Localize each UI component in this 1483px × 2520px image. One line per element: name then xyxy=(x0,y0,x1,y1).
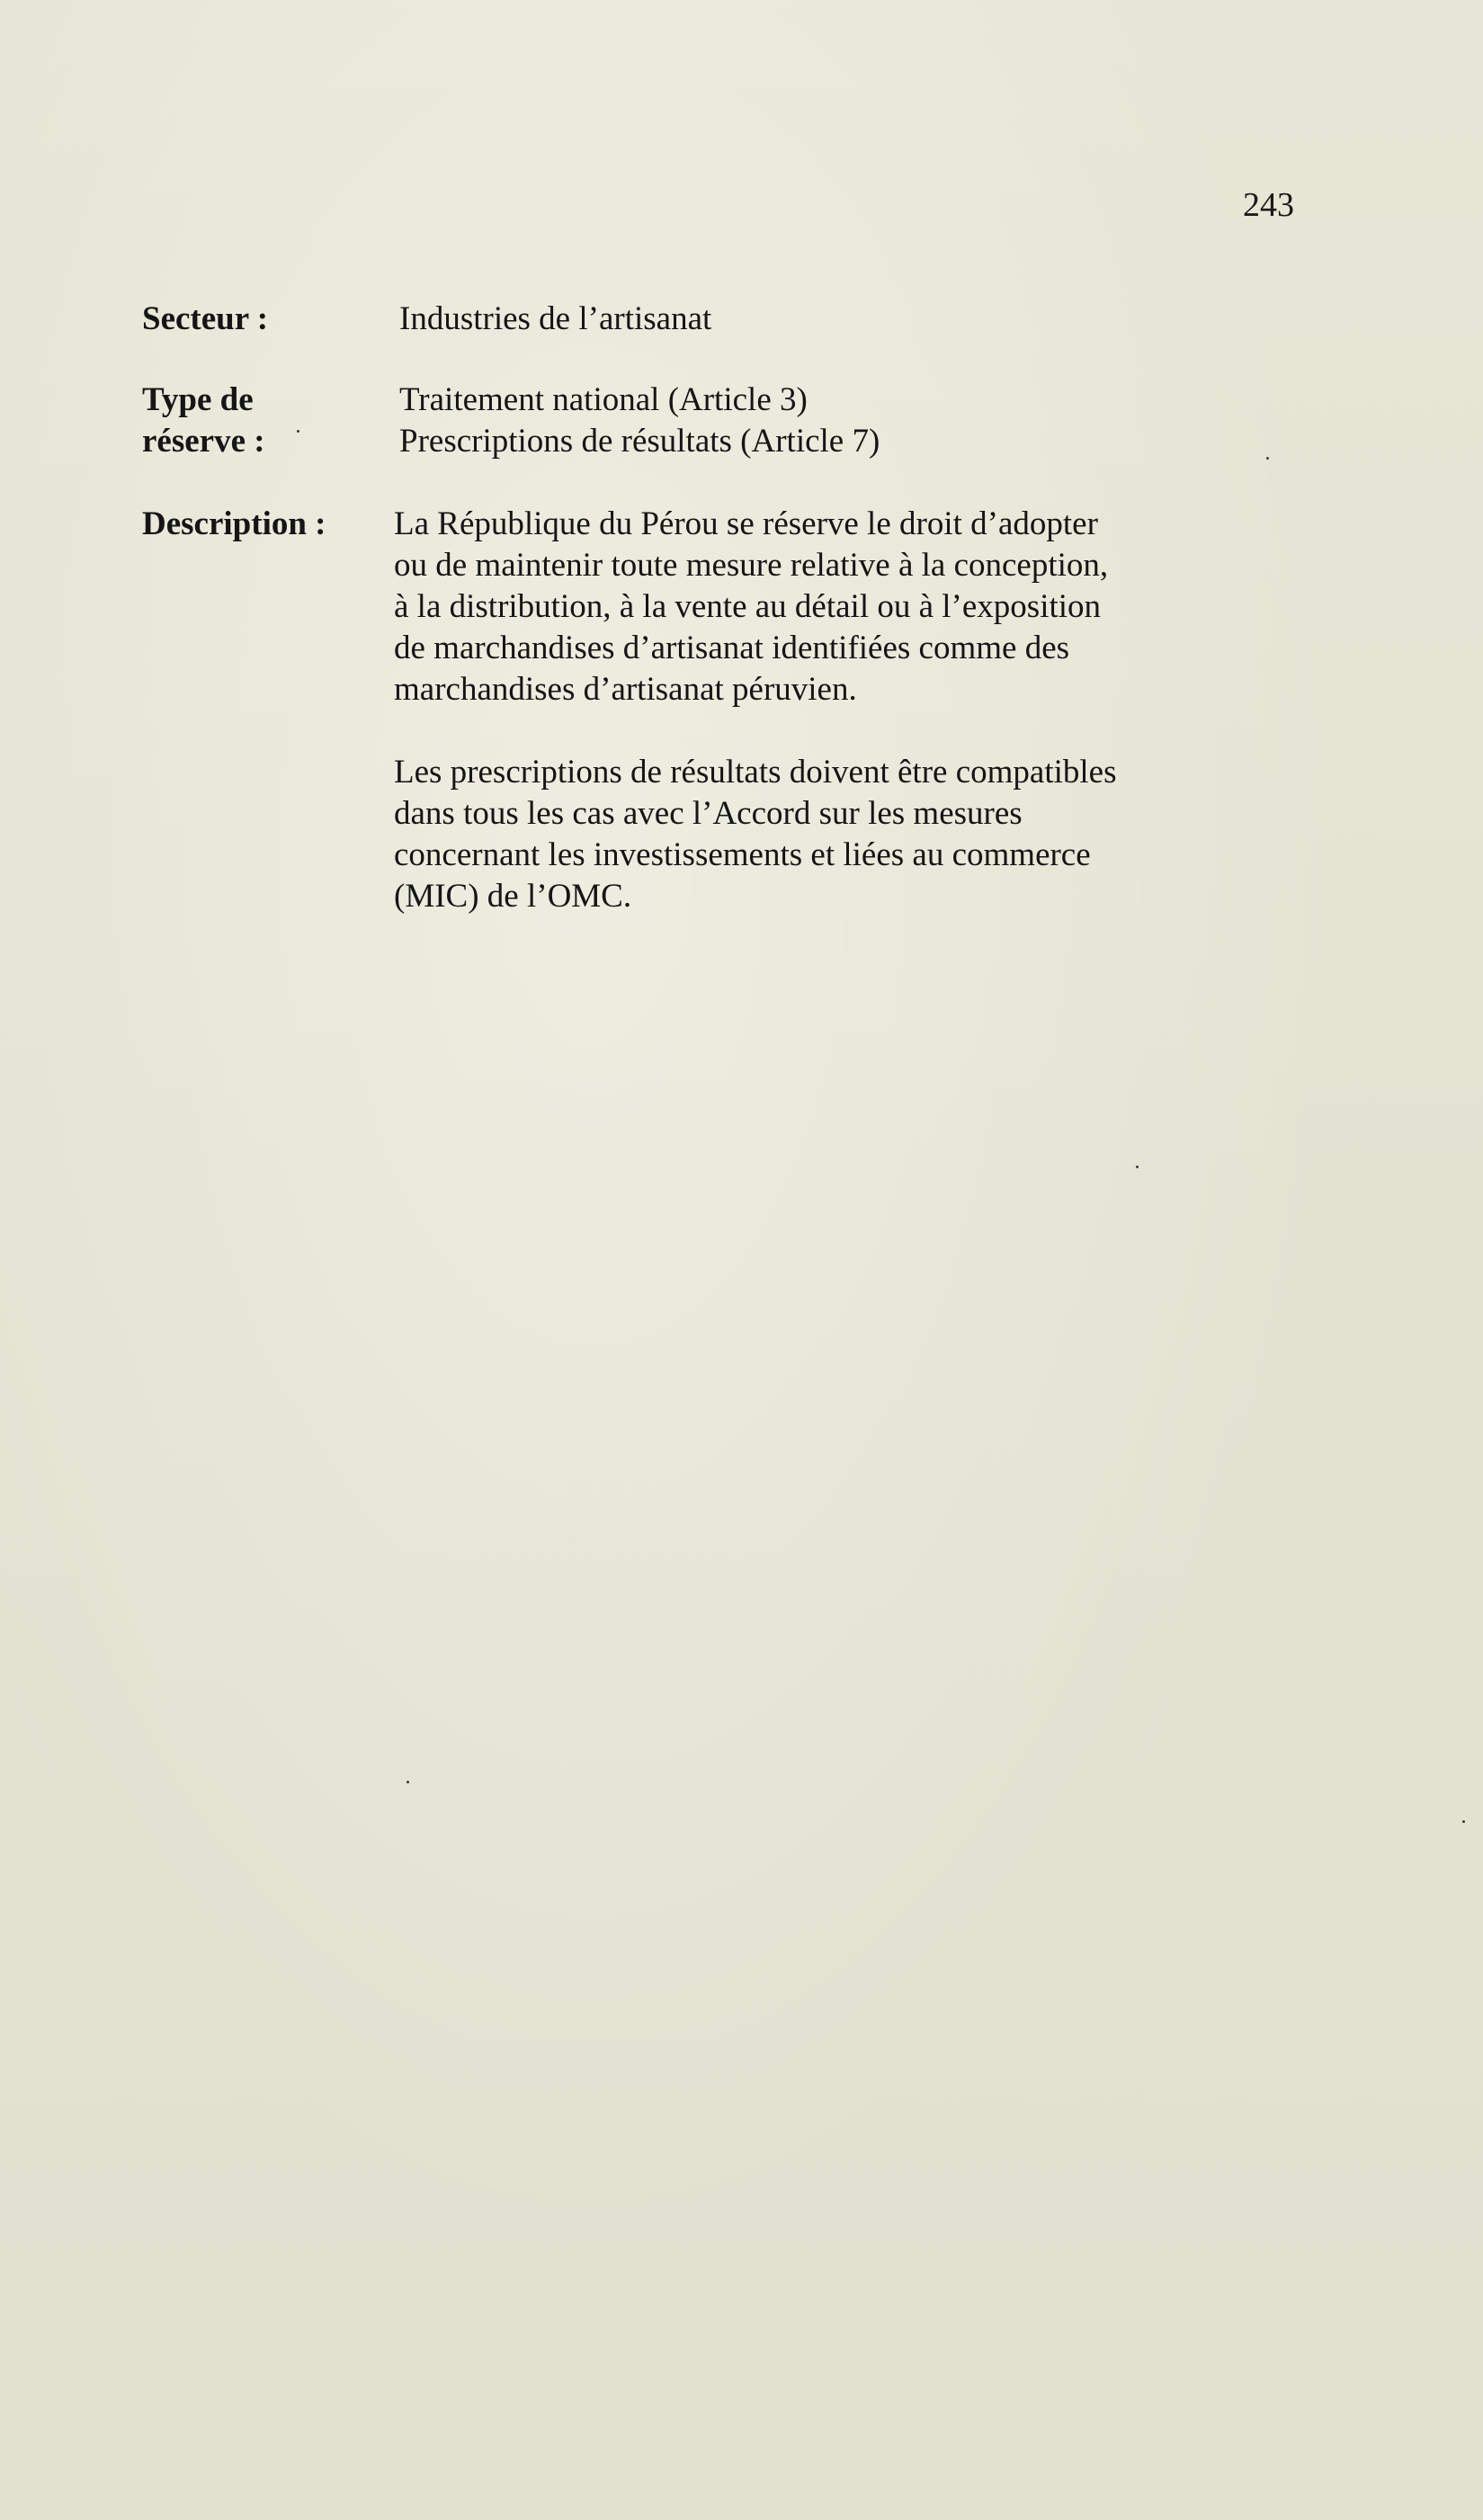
page-number: 243 xyxy=(1243,186,1294,224)
scan-speck xyxy=(1462,1820,1465,1823)
description-line: de marchandises d’artisanat identifiées comme des xyxy=(394,630,1070,666)
scan-speck xyxy=(406,1781,409,1783)
field-label-secteur: Secteur : xyxy=(142,300,269,337)
field-value-description xyxy=(394,504,1293,917)
field-value-secteur: Industries de l’artisanat xyxy=(399,300,712,337)
description-line: Les prescriptions de résultats doivent être compatibles xyxy=(394,754,1117,791)
description-line: ou de maintenir toute mesure relative à la conception, xyxy=(394,547,1109,584)
description-paragraph xyxy=(394,504,1185,710)
scan-speck xyxy=(1266,457,1269,460)
reserve-type-item: Traitement national (Article 3) xyxy=(399,381,808,418)
description-line: marchandises d’artisanat péruvien. xyxy=(394,671,857,708)
field-label-type-reserve-line2: réserve : xyxy=(142,423,265,460)
description-line: La République du Pérou se réserve le droit d’adopter xyxy=(394,505,1098,542)
scan-speck xyxy=(297,430,299,433)
description-line: (MIC) de l’OMC. xyxy=(394,878,632,915)
field-label-description: Description : xyxy=(142,505,326,542)
reserve-type-item: Prescriptions de résultats (Article 7) xyxy=(399,423,880,460)
description-line: à la distribution, à la vente au détail ou à l’exposition xyxy=(394,588,1102,625)
field-values-type-reserve xyxy=(399,380,1299,462)
description-paragraph xyxy=(394,752,1185,917)
field-label-type-reserve-line1: Type de xyxy=(142,381,254,418)
scan-speck xyxy=(1136,1166,1139,1168)
field-label-type-reserve xyxy=(142,380,265,462)
description-line: dans tous les cas avec l’Accord sur les mesures xyxy=(394,795,1023,832)
description-line: concernant les investissements et liées au commerce xyxy=(394,836,1091,873)
